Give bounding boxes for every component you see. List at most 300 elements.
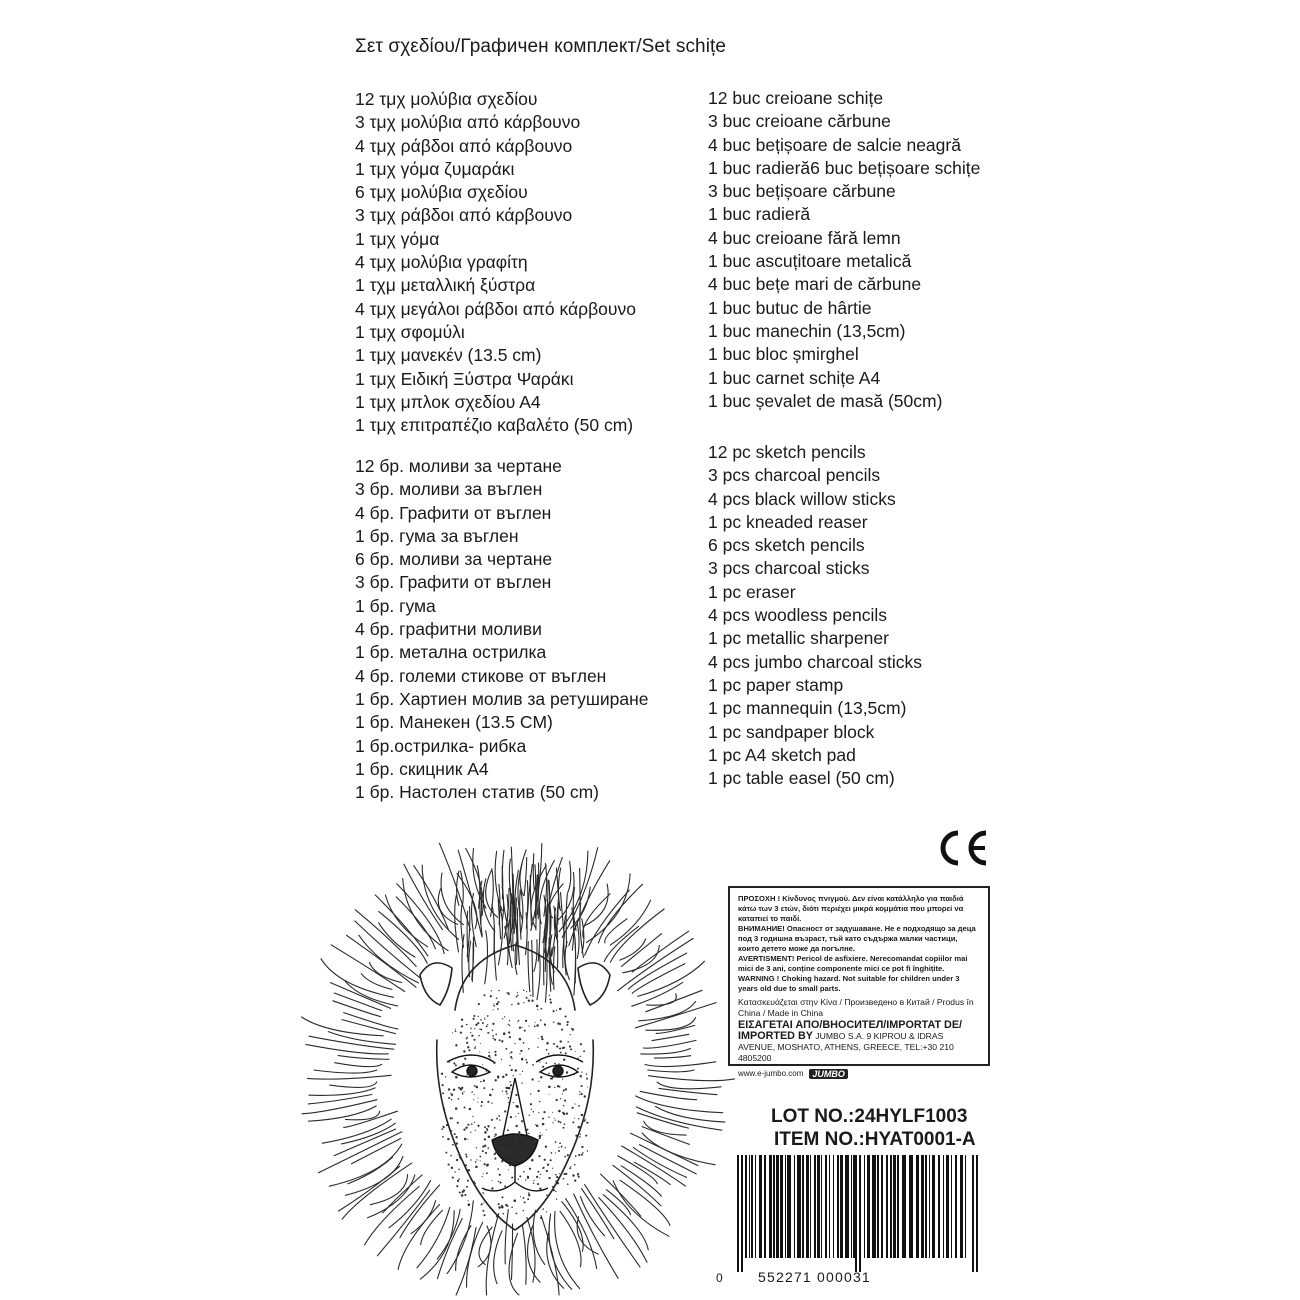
stipple-dot (514, 1043, 515, 1044)
stipple-dot (502, 1147, 504, 1149)
mane-stroke (613, 1181, 669, 1236)
stipple-dot (574, 1179, 576, 1181)
stipple-dot (533, 1180, 534, 1181)
mane-stroke (421, 1210, 443, 1244)
stipple-dot (528, 1133, 529, 1134)
stipple-dot (557, 1182, 559, 1184)
greek-item: 3 τμχ μολύβια από κάρβουνο (355, 112, 581, 133)
stipple-dot (552, 1168, 553, 1169)
stipple-dot (459, 1191, 461, 1193)
romanian-item: 1 buc radieră (708, 204, 811, 225)
stipple-dot (523, 1171, 525, 1173)
stipple-dot (480, 1160, 481, 1161)
lion-illustration (312, 840, 718, 1300)
stipple-dot (534, 1140, 536, 1142)
stipple-dot (520, 1050, 522, 1052)
stipple-dot (516, 1105, 519, 1108)
stipple-dot (562, 1047, 564, 1049)
mane-stroke (567, 862, 570, 894)
mane-stroke (342, 1163, 412, 1219)
stipple-dot (463, 1064, 464, 1065)
stipple-dot (450, 1155, 452, 1157)
stipple-dot (499, 1039, 501, 1041)
stipple-dot (454, 1133, 456, 1135)
stipple-dot (555, 1191, 556, 1192)
stipple-dot (580, 1134, 581, 1135)
stipple-dot (506, 1093, 508, 1095)
stipple-dot (484, 1017, 485, 1018)
stipple-dot (468, 1200, 469, 1201)
stipple-dot (518, 1179, 519, 1180)
romanian-item: 1 buc șevalet de masă (50cm) (708, 390, 943, 411)
mane-stroke (582, 1189, 614, 1239)
romanian-item: 4 buc bețe mari de cărbune (708, 274, 922, 295)
stipple-dot (581, 1154, 583, 1156)
stipple-dot (538, 1038, 539, 1039)
barcode-bar (797, 1155, 801, 1258)
stipple-dot (491, 1119, 493, 1121)
stipple-dot (563, 1105, 565, 1107)
stipple-dot (464, 1138, 467, 1141)
stipple-dot (523, 1139, 524, 1140)
stipple-dot (454, 1058, 455, 1059)
stipple-dot (523, 1042, 525, 1044)
stipple-dot (483, 1173, 484, 1174)
stipple-dot (549, 1094, 550, 1095)
mane-stroke (533, 854, 534, 890)
barcode-bar (916, 1155, 919, 1258)
barcode-bar (845, 1155, 849, 1258)
stipple-dot (523, 1210, 524, 1211)
stipple-dot (466, 1186, 468, 1188)
stipple-dot (536, 1211, 538, 1213)
stipple-dot (487, 1015, 489, 1017)
stipple-dot (497, 1077, 499, 1079)
stipple-dot (470, 1027, 471, 1028)
stipple-dot (548, 1116, 549, 1117)
stipple-dot (467, 1073, 469, 1075)
english-item: 12 pc sketch pencils (708, 442, 866, 462)
stipple-dot (479, 1029, 481, 1031)
stipple-dot (480, 1105, 482, 1107)
stipple-dot (482, 1150, 484, 1152)
mane-stroke (348, 1157, 393, 1184)
stipple-dot (489, 1137, 490, 1138)
stipple-dot (457, 1098, 459, 1100)
mane-stroke (441, 873, 463, 925)
item-number: ITEM NO.:HYAT0001-A (774, 1129, 976, 1150)
stipple-dot (513, 1152, 515, 1154)
stipple-dot (501, 1059, 502, 1060)
stipple-dot (551, 1152, 553, 1154)
stipple-dot (551, 1077, 553, 1079)
stipple-dot (474, 1047, 476, 1049)
romanian-item: 1 buc manechin (13,5cm) (708, 320, 906, 341)
greek-item: 1 τμχ γόμα ζυμαράκι (355, 158, 515, 179)
mane-stroke (583, 894, 610, 938)
mane-stroke (648, 1076, 734, 1081)
mane-stroke (302, 1100, 377, 1114)
stipple-dot (451, 1099, 453, 1101)
barcode-bar (943, 1155, 944, 1258)
stipple-dot (485, 1152, 487, 1154)
english-item: 4 pcs black willow sticks (708, 488, 896, 509)
stipple-dot (452, 1144, 454, 1146)
stipple-dot (566, 1024, 568, 1026)
bulgarian-item: 12 бр. моливи за чертане (355, 456, 562, 476)
mane-stroke (553, 947, 554, 990)
stipple-dot (556, 1010, 557, 1011)
stipple-dot (545, 1146, 547, 1148)
mane-stroke (655, 1106, 725, 1122)
lion-face-outline (420, 945, 610, 1230)
stipple-dot (575, 1051, 576, 1052)
stipple-dot (486, 1025, 488, 1027)
stipple-dot (455, 1107, 458, 1110)
stipple-dot (483, 1202, 484, 1203)
stipple-dot (479, 1156, 481, 1158)
stipple-dot (578, 1154, 580, 1156)
stipple-dot (511, 1069, 513, 1071)
stipple-dot (480, 1019, 482, 1021)
stipple-dot (544, 1159, 546, 1161)
stipple-dot (525, 1059, 527, 1061)
stipple-dot (539, 1101, 541, 1103)
mane-stroke (618, 1156, 658, 1184)
stipple-dot (579, 1091, 580, 1092)
stipple-dot (528, 999, 530, 1001)
stipple-dot (483, 1087, 485, 1089)
warning-romanian: AVERTISMENT! Pericol de asfixiere. Nerecomandat copiilor mai mici de 3 ani, conține componente mici ce pot fi înghițite. (738, 954, 968, 973)
barcode-bar (851, 1155, 852, 1258)
label-footer (738, 1069, 980, 1079)
stipple-dot (569, 1045, 571, 1047)
stipple-dot (442, 1126, 444, 1128)
barcode-bar (853, 1155, 855, 1258)
stipple-dot (570, 1048, 572, 1050)
stipple-dot (547, 1164, 549, 1166)
stipple-dot (559, 1063, 560, 1064)
stipple-dot (473, 1015, 475, 1017)
stipple-dot (558, 1120, 560, 1122)
bulgarian-item: 1 бр. Хартиен молив за ретуширане (355, 688, 649, 709)
stipple-dot (519, 1175, 521, 1177)
barcode-bar (877, 1155, 879, 1258)
stipple-dot (504, 1016, 505, 1017)
lion-stipple (441, 990, 589, 1220)
stipple-dot (478, 1097, 479, 1098)
stipple-dot (577, 1068, 579, 1070)
stipple-dot (442, 1092, 444, 1094)
stipple-dot (583, 1050, 585, 1052)
stipple-dot (460, 1089, 462, 1091)
barcode-bar (810, 1155, 811, 1258)
stipple-dot (463, 1128, 465, 1130)
stipple-dot (520, 1145, 522, 1147)
mane-stroke (355, 921, 421, 979)
bulgarian-item: 1 бр.острилка- рибка (355, 735, 527, 756)
stipple-dot (469, 1108, 472, 1111)
stipple-dot (501, 1205, 503, 1207)
stipple-dot (580, 1056, 581, 1057)
stipple-dot (582, 1152, 584, 1154)
stipple-dot (493, 1009, 494, 1010)
stipple-dot (555, 1141, 557, 1143)
mane-stroke (636, 1107, 722, 1130)
stipple-dot (507, 1139, 509, 1141)
romanian-item: 1 buc carnet schițe A4 (708, 367, 881, 388)
stipple-dot (581, 1114, 584, 1117)
mane-stroke (620, 1180, 670, 1225)
stipple-dot (486, 1128, 488, 1130)
stipple-dot (461, 1025, 463, 1027)
stipple-dot (532, 1214, 534, 1216)
stipple-dot (563, 1173, 565, 1175)
stipple-dot (524, 1121, 525, 1122)
stipple-dot (577, 1173, 579, 1175)
barcode-bar (745, 1155, 747, 1258)
stipple-dot (498, 1206, 501, 1209)
barcode-bar (909, 1155, 913, 1258)
stipple-dot (448, 1088, 450, 1090)
mane-stroke (389, 1181, 431, 1228)
stipple-dot (471, 1091, 473, 1093)
mane-stroke (577, 923, 579, 958)
stipple-dot (581, 1146, 583, 1148)
stipple-dot (553, 1054, 554, 1055)
stipple-dot (540, 1076, 542, 1078)
stipple-dot (548, 1086, 551, 1089)
english-item: 1 pc paper stamp (708, 674, 844, 695)
stipple-dot (540, 1019, 542, 1021)
stipple-dot (488, 1055, 490, 1057)
stipple-dot (514, 1199, 517, 1202)
barcode-bar (946, 1155, 949, 1258)
barcode-digits: 552271 000031 (758, 1269, 871, 1285)
greek-item: 1 τμχ σφομύλι (355, 321, 465, 342)
mane-stroke (654, 1056, 690, 1058)
stipple-dot (579, 1136, 581, 1138)
stipple-dot (504, 1110, 506, 1112)
stipple-dot (505, 1074, 507, 1076)
stipple-dot (536, 1125, 538, 1127)
stipple-dot (552, 1122, 553, 1123)
mane-stroke (361, 974, 392, 990)
barcode-guard-bar (976, 1155, 978, 1272)
stipple-dot (487, 1125, 489, 1127)
stipple-dot (567, 1021, 569, 1023)
stipple-dot (567, 1183, 569, 1185)
stipple-dot (516, 1125, 518, 1127)
stipple-dot (556, 1045, 558, 1047)
stipple-dot (554, 1087, 555, 1088)
stipple-dot (509, 1164, 512, 1167)
stipple-dot (509, 1081, 511, 1083)
stipple-dot (507, 1087, 509, 1089)
stipple-dot (580, 1075, 582, 1077)
stipple-dot (452, 1177, 454, 1179)
mane-stroke (569, 861, 610, 946)
stipple-dot (491, 1180, 492, 1181)
stipple-dot (560, 1052, 562, 1054)
stipple-dot (539, 1177, 540, 1178)
stipple-dot (564, 1156, 566, 1158)
stipple-dot (484, 994, 486, 996)
stipple-dot (507, 1129, 509, 1131)
barcode-bar (787, 1155, 791, 1258)
romanian-item: 1 buc radieră6 buc bețișoare schițe (708, 157, 981, 178)
stipple-dot (489, 1052, 491, 1054)
stipple-dot (502, 1018, 503, 1019)
mane-stroke (535, 865, 536, 918)
stipple-dot (572, 1121, 574, 1123)
stipple-dot (552, 1112, 553, 1113)
english-item: 1 pc A4 sketch pad (708, 744, 856, 765)
stipple-dot (482, 1145, 484, 1147)
stipple-dot (558, 1147, 559, 1148)
stipple-dot (505, 1048, 507, 1050)
mane-stroke (352, 1139, 401, 1164)
stipple-dot (493, 1146, 494, 1147)
stipple-dot (567, 1041, 569, 1043)
stipple-dot (539, 1188, 541, 1190)
stipple-dot (545, 1068, 547, 1070)
ce-mark-icon (936, 828, 990, 868)
stipple-dot (493, 1005, 495, 1007)
stipple-dot (539, 1137, 541, 1139)
stipple-dot (479, 1051, 480, 1052)
stipple-dot (509, 1025, 511, 1027)
stipple-dot (442, 1136, 444, 1138)
stipple-dot (563, 1127, 565, 1129)
greek-item: 3 τμχ ράβδοι από κάρβουνο (355, 205, 573, 226)
stipple-dot (511, 1058, 512, 1059)
stipple-dot (464, 1058, 466, 1060)
greek-item-list (355, 88, 636, 437)
stipple-dot (455, 1076, 458, 1079)
bulgarian-item: 1 бр. Манекен (13.5 CM) (355, 712, 553, 733)
stipple-dot (580, 1043, 582, 1045)
stipple-dot (526, 997, 527, 998)
stipple-dot (508, 1031, 510, 1033)
stipple-dot (522, 1071, 523, 1072)
mane-stroke (411, 1201, 436, 1234)
barcode-bar (897, 1155, 899, 1258)
stipple-dot (441, 1073, 443, 1075)
stipple-dot (549, 995, 550, 996)
stipple-dot (578, 1118, 579, 1119)
stipple-dot (499, 1119, 501, 1121)
stipple-dot (445, 1076, 446, 1077)
mane-stroke (638, 961, 705, 996)
mane-stroke (645, 1062, 716, 1067)
greek-item: 4 τμχ ράβδοι από κάρβουνο (355, 135, 573, 156)
stipple-dot (558, 1110, 561, 1113)
stipple-dot (492, 1190, 493, 1191)
stipple-dot (563, 1058, 565, 1060)
stipple-dot (487, 1032, 489, 1034)
jumbo-logo: JUMBO (809, 1069, 848, 1079)
barcode-bar (925, 1155, 927, 1258)
stipple-dot (455, 1064, 457, 1066)
stipple-dot (579, 1094, 580, 1095)
stipple-dot (536, 1176, 538, 1178)
stipple-dot (513, 1102, 514, 1103)
stipple-dot (540, 1008, 542, 1010)
stipple-dot (529, 1168, 531, 1170)
greek-item: 1 τμχ μπλοκ σχεδίου Α4 (355, 391, 541, 412)
stipple-dot (525, 1020, 527, 1022)
stipple-dot (562, 1093, 563, 1094)
stipple-dot (484, 1126, 486, 1128)
stipple-dot (586, 1122, 588, 1124)
stipple-dot (466, 1075, 467, 1076)
stipple-dot (471, 1035, 473, 1037)
stipple-dot (528, 1192, 530, 1194)
stipple-dot (498, 990, 499, 991)
warning-label (728, 886, 990, 1079)
bulgarian-item: 4 бр. големи стикове от въглен (355, 665, 607, 686)
mane-stroke (338, 1056, 389, 1060)
stipple-dot (549, 998, 551, 1000)
english-item: 1 pc eraser (708, 581, 796, 602)
stipple-dot (537, 1183, 539, 1185)
barcode-bar (893, 1155, 896, 1258)
stipple-dot (531, 1000, 533, 1002)
mane-stroke (467, 1222, 483, 1287)
stipple-dot (482, 1210, 484, 1212)
stipple-dot (546, 1062, 548, 1064)
english-item: 1 pc table easel (50 cm) (708, 768, 895, 789)
stipple-dot (450, 1117, 452, 1119)
stipple-dot (521, 1082, 522, 1083)
barcode-bar (864, 1155, 865, 1258)
mane-stroke (643, 1040, 696, 1048)
stipple-dot (552, 1186, 554, 1188)
barcode-guard-bar (855, 1155, 857, 1272)
stipple-dot (491, 990, 492, 991)
stipple-dot (515, 1094, 517, 1096)
stipple-dot (580, 1085, 582, 1087)
stipple-dot (496, 1003, 498, 1005)
stipple-dot (455, 1029, 456, 1030)
english-item: 1 pc mannequin (13,5cm) (708, 698, 907, 719)
stipple-dot (546, 1170, 548, 1172)
stipple-dot (521, 1058, 523, 1060)
mane-stroke (437, 1209, 460, 1259)
stipple-dot (564, 1123, 566, 1125)
mane-stroke (555, 1212, 580, 1289)
barcode-bar (938, 1155, 940, 1258)
stipple-dot (464, 1194, 466, 1196)
stipple-dot (483, 1163, 485, 1165)
barcode-bar (929, 1155, 930, 1258)
stipple-dot (458, 1178, 460, 1180)
stipple-dot (471, 1123, 473, 1125)
stipple-dot (548, 1073, 550, 1075)
barcode-bar (776, 1155, 779, 1258)
stipple-dot (453, 1088, 455, 1090)
mane-stroke (657, 1082, 721, 1089)
stipple-dot (555, 1120, 556, 1121)
greek-item: 1 τμχ επιτραπέζιο καβαλέτο (50 cm) (355, 415, 634, 436)
greek-item: 4 τμχ μεγάλοι ράβδοι από κάρβουνο (355, 298, 636, 319)
greek-item: 4 τμχ μολύβια γραφίτη (355, 252, 528, 273)
stipple-dot (574, 1118, 575, 1119)
stipple-dot (560, 1121, 562, 1123)
stipple-dot (490, 995, 492, 997)
stipple-dot (529, 1144, 530, 1145)
